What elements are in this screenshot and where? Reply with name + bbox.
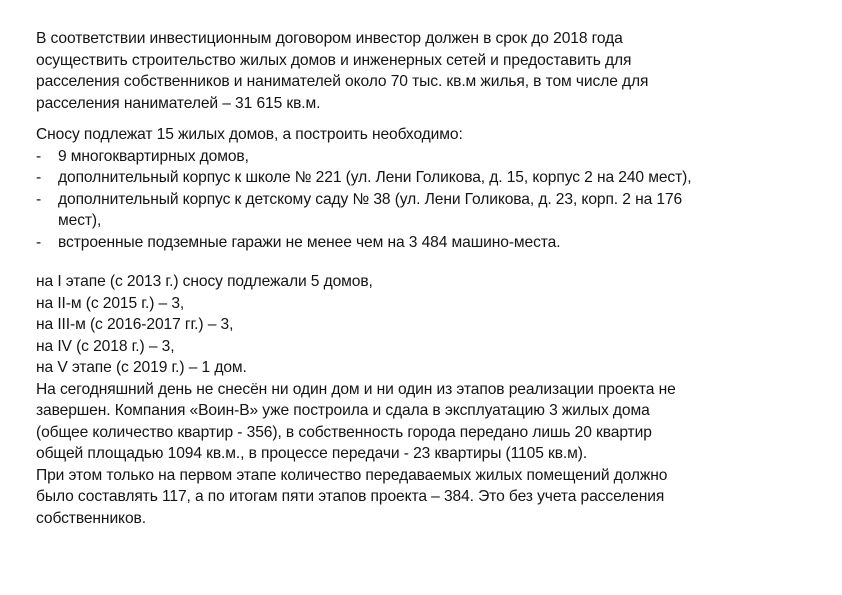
intro-paragraph	[36, 28, 826, 114]
list-item	[36, 146, 826, 168]
stage-line: на III-м (с 2016-2017 гг.) – 3,	[36, 316, 234, 333]
list-dash: -	[36, 190, 42, 208]
demolition-heading: Сносу подлежат 15 жилых домов, а построить необходимо:	[36, 126, 463, 143]
intro-line: расселения собственников и нанимателей около 70 тыс. кв.м жилья, в том числе для	[36, 73, 649, 90]
stage-line: на II-м (с 2015 г.) – 3,	[36, 294, 185, 312]
status-line: собственников.	[36, 509, 146, 527]
stage-line: на IV (с 2018 г.) – 3,	[36, 337, 175, 355]
status-line: общей площадью 1094 кв.м., в процессе передачи - 23 квартиры (1105 кв.м).	[36, 445, 588, 462]
demolition-section	[36, 124, 826, 253]
list-item-continuation: мест),	[58, 212, 102, 229]
list-item-text: встроенные подземные гаражи не менее чем на 3 484 машино-места.	[58, 233, 561, 251]
list-dash: -	[36, 233, 42, 251]
list-item-text: 9 многоквартирных домов,	[58, 147, 249, 165]
intro-line: осуществить строительство жилых домов и инженерных сетей и предоставить для	[36, 51, 632, 69]
status-line: (общее количество квартир - 356), в собственность города передано лишь 20 квартир	[36, 423, 652, 441]
status-line: завершен. Компания «Воин-В» уже построила и сдала в эксплуатацию 3 жилых дома	[36, 402, 650, 419]
document-page	[36, 28, 826, 529]
stage-line: на V этапе (с 2019 г.) – 1 дом.	[36, 359, 247, 376]
list-dash: -	[36, 169, 42, 186]
list-item	[36, 189, 826, 211]
intro-line: расселения нанимателей – 31 615 кв.м.	[36, 94, 321, 112]
status-line: При этом только на первом этапе количество передаваемых жилых помещений должно	[36, 466, 668, 484]
list-item-text: дополнительный корпус к детскому саду № 38 (ул. Лени Голикова, д. 23, корп. 2 на 176	[58, 190, 683, 208]
list-item	[36, 167, 826, 189]
status-line: На сегодняшний день не снесён ни один дом и ни один из этапов реализации проекта не	[36, 380, 676, 398]
status-line: было составлять 117, а по итогам пяти этапов проекта – 384. Это без учета расселения	[36, 488, 665, 505]
intro-line: В соответствии инвестиционным договором инвестор должен в срок до 2018 года	[36, 30, 623, 47]
stage-line: на I этапе (с 2013 г.) сносу подлежали 5 домов,	[36, 273, 373, 290]
stages-paragraph	[36, 271, 826, 529]
list-item	[36, 232, 826, 254]
list-item-text: дополнительный корпус к школе № 221 (ул. Лени Голикова, д. 15, корпус 2 на 240 мест),	[58, 169, 692, 186]
list-dash: -	[36, 147, 42, 165]
